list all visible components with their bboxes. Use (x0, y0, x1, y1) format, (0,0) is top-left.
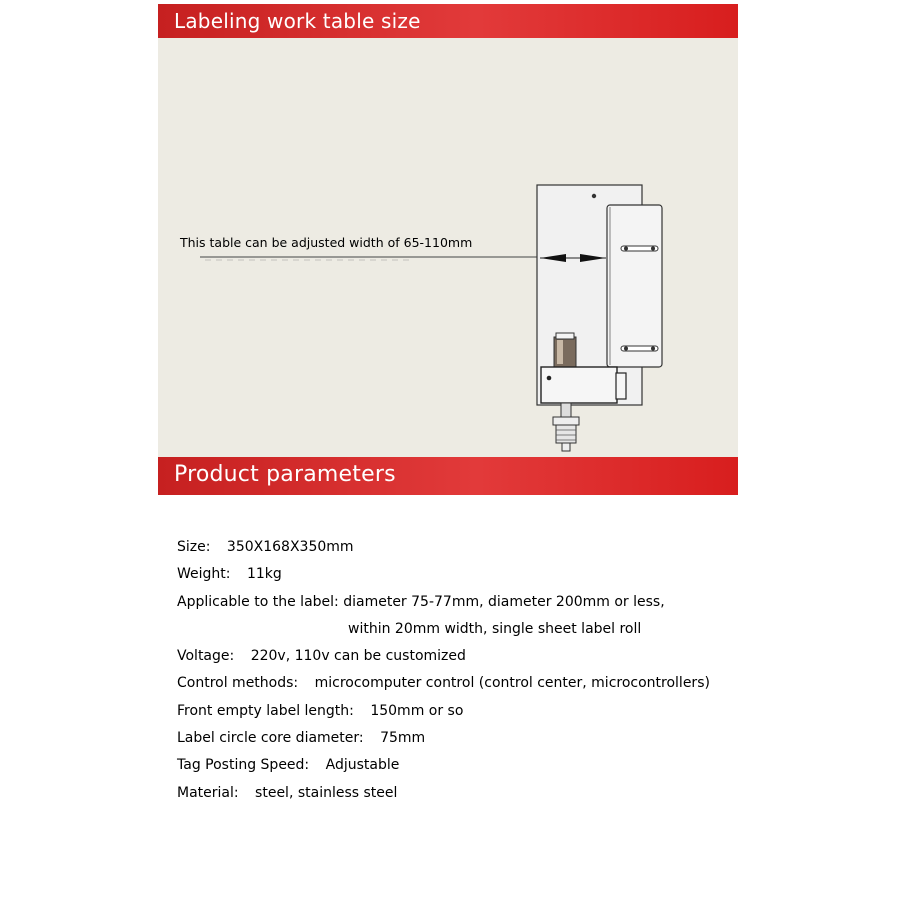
param-label: Label circle core diameter: (177, 730, 364, 747)
param-size (177, 536, 857, 563)
param-value: steel, stainless steel (255, 784, 398, 801)
param-value: 150mm or so (370, 702, 464, 719)
parameters-list (177, 536, 857, 809)
param-value: 11kg (246, 566, 282, 583)
param-value: 220v, 110v can be customized (250, 648, 466, 665)
param-front-length (177, 700, 857, 727)
param-label: Material: (177, 784, 239, 801)
param-value: 75mm (380, 730, 426, 747)
param-label: Voltage: (177, 648, 235, 665)
param-label: Applicable to the label: (177, 593, 339, 610)
param-control (177, 672, 857, 699)
param-material (177, 782, 857, 809)
param-label: Control methods: (177, 675, 299, 692)
param-voltage (177, 645, 857, 672)
width-annotation: This table can be adjusted width of 65-110mm (180, 235, 473, 250)
param-value: 350X168X350mm (226, 539, 354, 555)
param-core-diameter (177, 727, 857, 754)
param-label-spec (177, 591, 857, 618)
param-label: Size: (177, 539, 211, 555)
section-title: Product parameters (174, 462, 396, 487)
section-header-parameters (158, 457, 738, 495)
param-value: Adjustable (325, 757, 400, 774)
param-label: Front empty label length: (177, 702, 354, 719)
section-title: Labeling work table size (174, 9, 421, 33)
param-value: diameter 75-77mm, diameter 200mm or less, (343, 593, 665, 610)
section-header-table-size (158, 4, 738, 38)
param-speed (177, 754, 857, 781)
param-label: Weight: (177, 566, 231, 583)
param-value: within 20mm width, single sheet label roll (348, 620, 642, 637)
param-label-spec-cont (177, 618, 857, 645)
param-label: Tag Posting Speed: (177, 757, 310, 774)
param-value: microcomputer control (control center, microcontrollers) (314, 675, 710, 692)
param-weight (177, 563, 857, 590)
